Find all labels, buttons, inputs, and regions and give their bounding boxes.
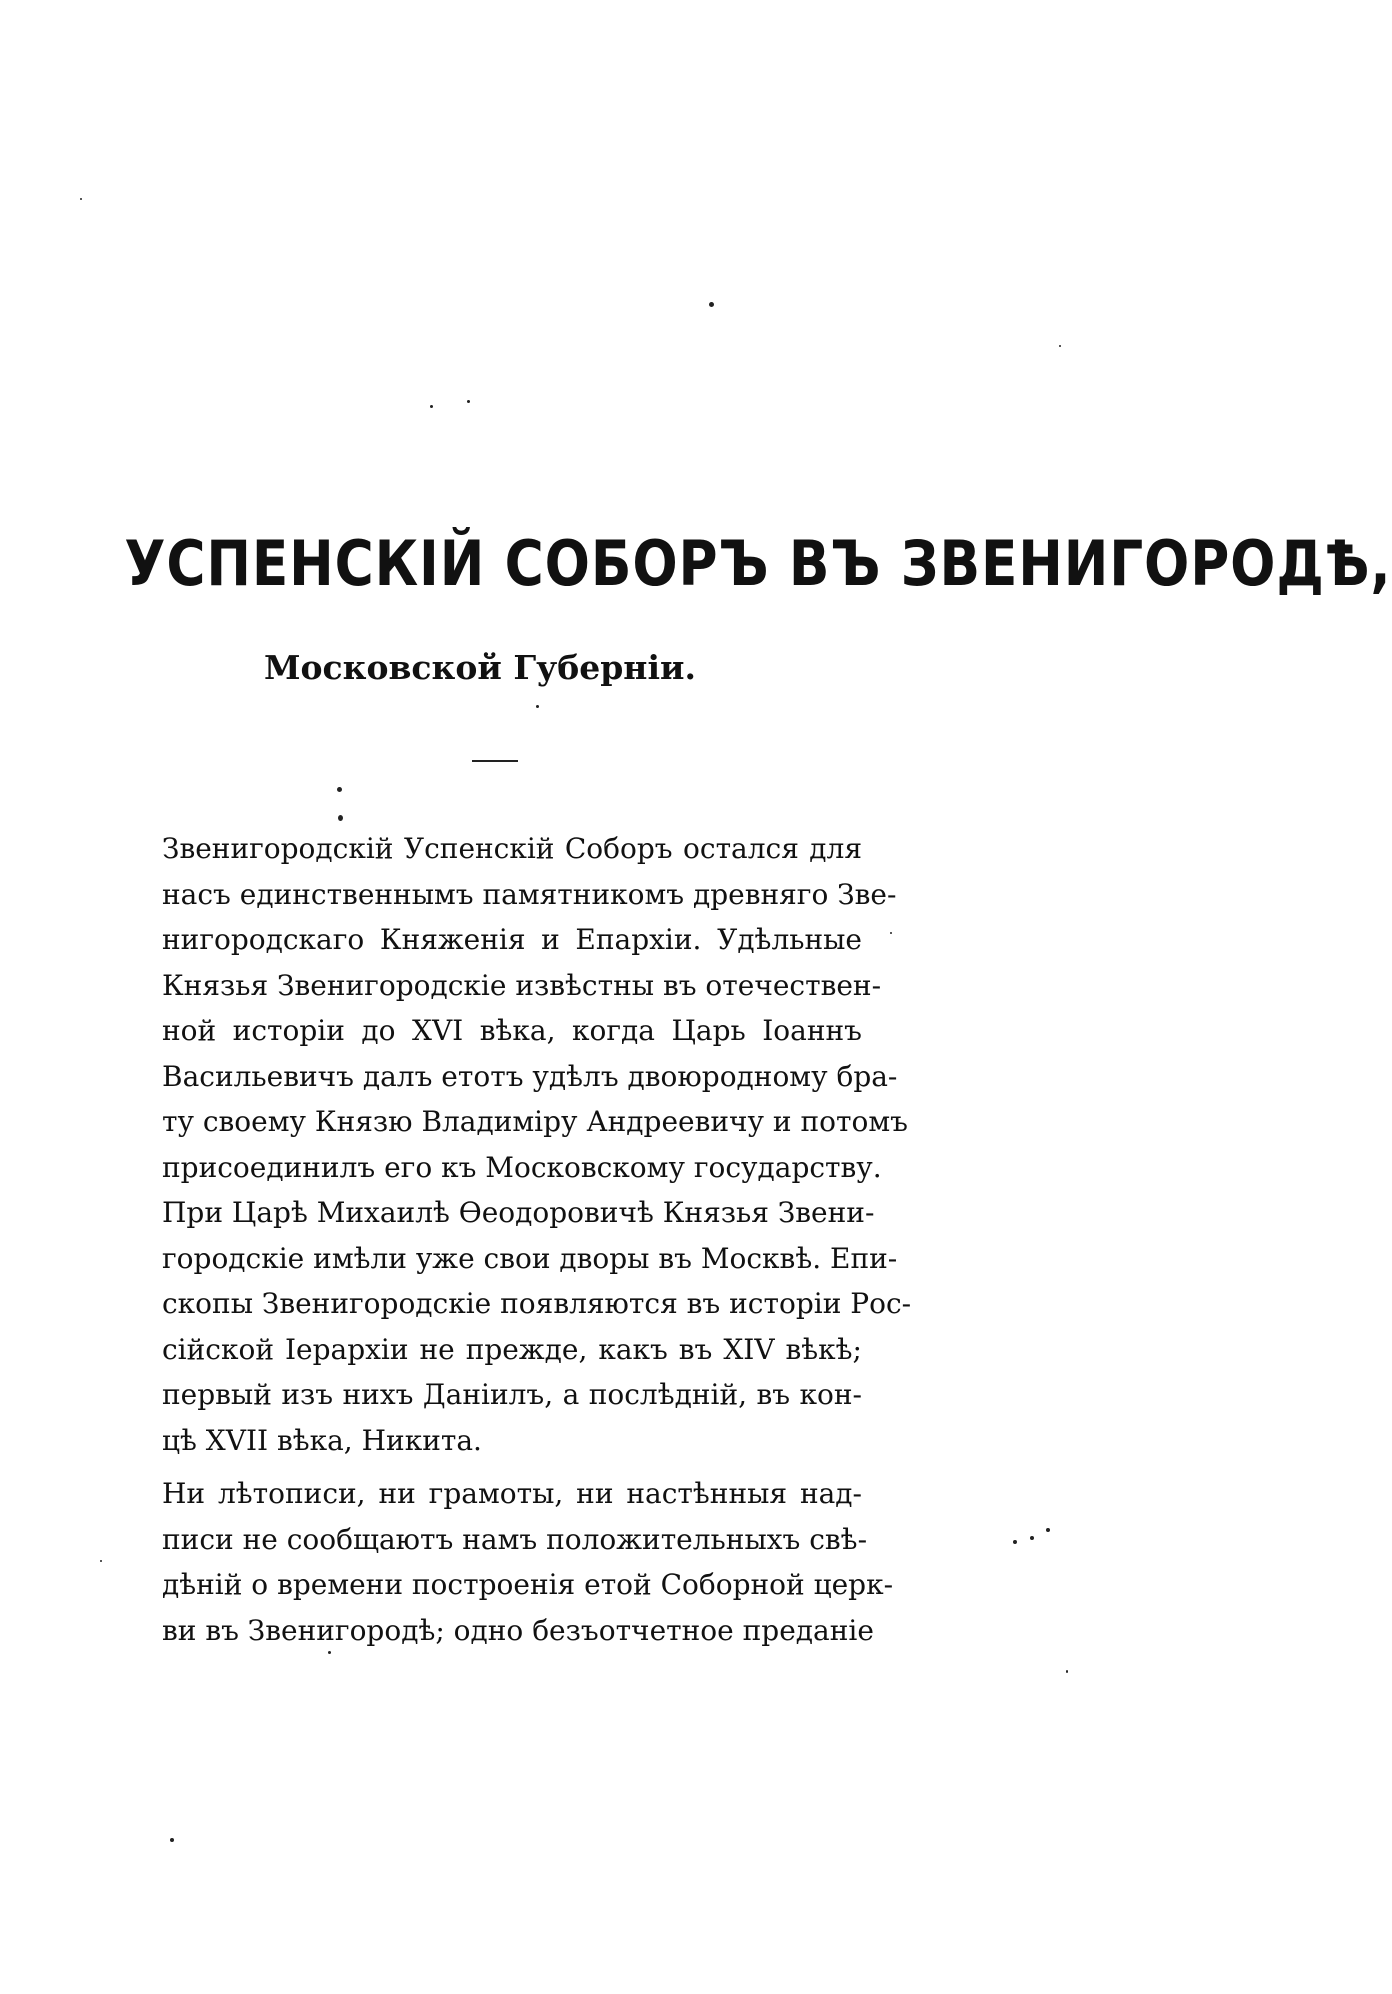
scan-speck: [1013, 1540, 1017, 1544]
text-line: Васильевичъ далъ етотъ удѣлъ двоюродному бра-: [162, 1059, 898, 1093]
scan-speck: [337, 787, 342, 792]
page-title: УСПЕНСКІЙ СОБОРЪ ВЪ ЗВЕНИГОРОДѢ,: [124, 527, 1392, 600]
paragraph-1: [162, 826, 912, 1463]
text-line: Ни лѣтописи, ни грамоты, ни настѣнныя над-: [162, 1477, 862, 1510]
scan-speck: [430, 405, 433, 408]
scan-speck: [100, 1560, 102, 1562]
text-line: скопы Звенигородскіе появляются въ исторіи Рос-: [162, 1287, 912, 1320]
text-line: нигородскаго Княженія и Епархіи. Удѣльные: [162, 923, 862, 956]
text-line: ви въ Звенигородѣ; одно безъотчетное преданіе: [162, 1613, 874, 1647]
text-line: писи не сообщаютъ намъ положительныхъ свѣ-: [162, 1522, 868, 1556]
scan-speck: [1066, 1670, 1068, 1673]
text-line: сійской Іерархіи не прежде, какъ въ XIV вѣкѣ;: [162, 1332, 862, 1366]
title-divider: [472, 760, 518, 762]
scan-speck: [170, 1838, 174, 1842]
text-line: ной исторіи до XVI вѣка, когда Царь Іоаннъ: [162, 1014, 862, 1047]
scan-speck: [709, 302, 714, 307]
text-line: Звенигородскій Успенскій Соборъ остался для: [162, 832, 862, 865]
scan-speck: [80, 198, 82, 200]
scan-speck: [1046, 1528, 1050, 1532]
scan-speck: [338, 815, 343, 821]
text-line: насъ единственнымъ памятникомъ древняго Зве-: [162, 877, 897, 911]
text-line: цѣ XVII вѣка, Никита.: [162, 1423, 482, 1457]
scan-speck: [328, 1651, 331, 1654]
paragraph-2: [162, 1471, 894, 1653]
text-line: первый изъ нихъ Даніилъ, а послѣдній, въ кон-: [162, 1378, 862, 1411]
scan-speck: [1030, 1536, 1034, 1540]
body-text: [162, 826, 912, 1653]
scan-speck: [890, 932, 892, 934]
text-line: присоединилъ его къ Московскому государству.: [162, 1150, 882, 1184]
scan-speck: [536, 705, 539, 708]
text-line: Князья Звенигородскіе извѣстны въ отечествен-: [162, 968, 882, 1002]
text-line: ту своему Князю Владиміру Андреевичу и потомъ: [162, 1105, 908, 1138]
page-subtitle: Московской Губерніи.: [264, 648, 696, 687]
text-line: дѣній о времени построенія етой Соборной церк-: [162, 1568, 894, 1601]
text-line: городскіе имѣли уже свои дворы въ Москвѣ. Епи-: [162, 1241, 898, 1275]
scan-speck: [1059, 345, 1061, 347]
text-line: При Царѣ Михаилѣ Ѳеодоровичѣ Князья Звени-: [162, 1196, 875, 1229]
scan-speck: [467, 400, 470, 403]
